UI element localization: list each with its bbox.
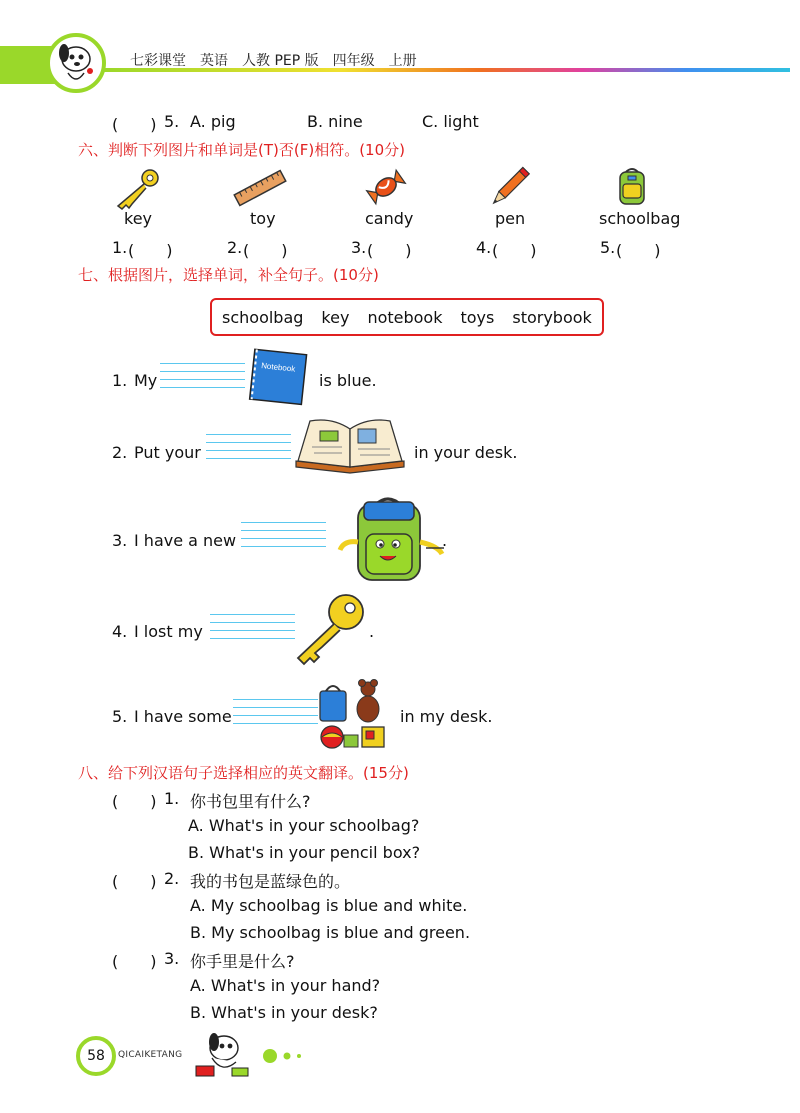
s6-answer-2[interactable]: ( ) xyxy=(243,241,288,260)
storybook-icon xyxy=(292,415,408,477)
s7-num-4: 4. xyxy=(112,622,128,641)
s8-option-a-3: A. What's in your hand? xyxy=(190,976,381,995)
s6-answer-1[interactable]: ( ) xyxy=(128,241,173,260)
s8-num-3: 3. xyxy=(164,949,180,968)
s7-before-4: I lost my xyxy=(134,622,203,641)
s8-cn-2: 我的书包是蓝绿色的。 xyxy=(190,872,351,891)
s6-word-1: key xyxy=(124,209,153,228)
word-bank-item: schoolbag xyxy=(222,307,304,327)
s6-answer-3[interactable]: ( ) xyxy=(367,241,412,260)
s8-paren-3[interactable]: ( ) xyxy=(112,952,157,971)
section7-title: 七、根据图片，选择单词，补全句子。(10分) xyxy=(78,266,379,284)
s7-blank-5[interactable] xyxy=(233,699,318,733)
s6-word-3: candy xyxy=(365,209,414,228)
s8-option-a-1: A. What's in your schoolbag? xyxy=(188,816,420,835)
schoolbag-icon xyxy=(614,166,650,208)
s6-num-1: 1. xyxy=(112,238,128,257)
header-title: 七彩课堂 英语 人教 PEP 版 四年级 上册 xyxy=(130,53,417,69)
notebook-icon xyxy=(246,348,312,408)
s7-blank-4[interactable] xyxy=(210,614,295,648)
word-bank xyxy=(210,298,604,336)
q5-option-a: A. pig xyxy=(190,112,236,131)
s6-num-2: 2. xyxy=(227,238,243,257)
key-icon xyxy=(112,168,160,210)
s8-option-b-1: B. What's in your pencil box? xyxy=(188,843,421,862)
word-bank-item: key xyxy=(321,307,350,327)
s8-option-a-2: A. My schoolbag is blue and white. xyxy=(190,896,468,915)
s6-num-3: 3. xyxy=(351,238,367,257)
s7-before-2: Put your xyxy=(134,443,201,462)
footer-dots xyxy=(260,1046,310,1066)
header xyxy=(0,0,800,100)
word-bank-item: storybook xyxy=(512,307,592,327)
s7-before-3: I have a new xyxy=(134,531,237,550)
q5-option-c: C. light xyxy=(422,112,479,131)
dog-footer-icon xyxy=(192,1028,254,1080)
s6-word-5: schoolbag xyxy=(599,209,681,228)
s7-num-2: 2. xyxy=(112,443,128,462)
s8-num-2: 2. xyxy=(164,869,180,888)
s7-blank-3[interactable] xyxy=(241,522,326,556)
s7-blank-2[interactable] xyxy=(206,434,291,468)
s8-paren-1[interactable]: ( ) xyxy=(112,792,157,811)
dog-mascot-icon xyxy=(46,33,106,93)
q5-option-b: B. nine xyxy=(307,112,363,131)
section8-title: 八、给下列汉语句子选择相应的英文翻译。(15分) xyxy=(78,764,409,782)
s7-blank-1[interactable] xyxy=(160,363,245,397)
key-large-icon xyxy=(292,592,368,668)
s7-after-4: . xyxy=(369,622,375,641)
s8-option-b-2: B. My schoolbag is blue and green. xyxy=(190,923,471,942)
s7-after-5: in my desk. xyxy=(400,707,493,726)
s8-num-1: 1. xyxy=(164,789,180,808)
ruler-icon xyxy=(232,168,288,208)
pencil-icon xyxy=(486,165,530,211)
schoolbag-character-icon xyxy=(334,490,448,586)
footer-brand: QICAIKETANG xyxy=(118,1050,183,1060)
s6-word-2: toy xyxy=(250,209,276,228)
q5-num: 5. xyxy=(164,112,180,131)
s6-answer-5[interactable]: ( ) xyxy=(616,241,661,260)
q5-paren: ( ) xyxy=(112,115,157,134)
notebook-cover-label: Notebook xyxy=(260,361,296,374)
word-bank-item: notebook xyxy=(367,307,443,327)
s6-num-4: 4. xyxy=(476,238,492,257)
page-number: 58 xyxy=(76,1036,116,1076)
s8-option-b-3: B. What's in your desk? xyxy=(190,1003,378,1022)
s8-cn-3: 你手里是什么? xyxy=(190,952,295,971)
word-bank-item: toys xyxy=(460,307,495,327)
candy-icon xyxy=(364,165,408,209)
s7-num-1: 1. xyxy=(112,371,128,390)
s6-num-5: 5. xyxy=(600,238,616,257)
s7-after-2: in your desk. xyxy=(414,443,518,462)
s7-num-3: 3. xyxy=(112,531,128,550)
s6-answer-4[interactable]: ( ) xyxy=(492,241,537,260)
s7-before-5: I have some xyxy=(134,707,232,726)
s6-word-4: pen xyxy=(495,209,526,228)
s7-num-5: 5. xyxy=(112,707,128,726)
s7-before-1: My xyxy=(134,371,158,390)
s7-after-1: is blue. xyxy=(319,371,377,390)
s7-after-3: . xyxy=(442,531,448,550)
s8-cn-1: 你书包里有什么? xyxy=(190,792,311,811)
s8-paren-2[interactable]: ( ) xyxy=(112,872,157,891)
section6-title: 六、判断下列图片和单词是(T)否(F)相符。(10分) xyxy=(78,141,405,159)
toys-icon xyxy=(316,677,396,753)
